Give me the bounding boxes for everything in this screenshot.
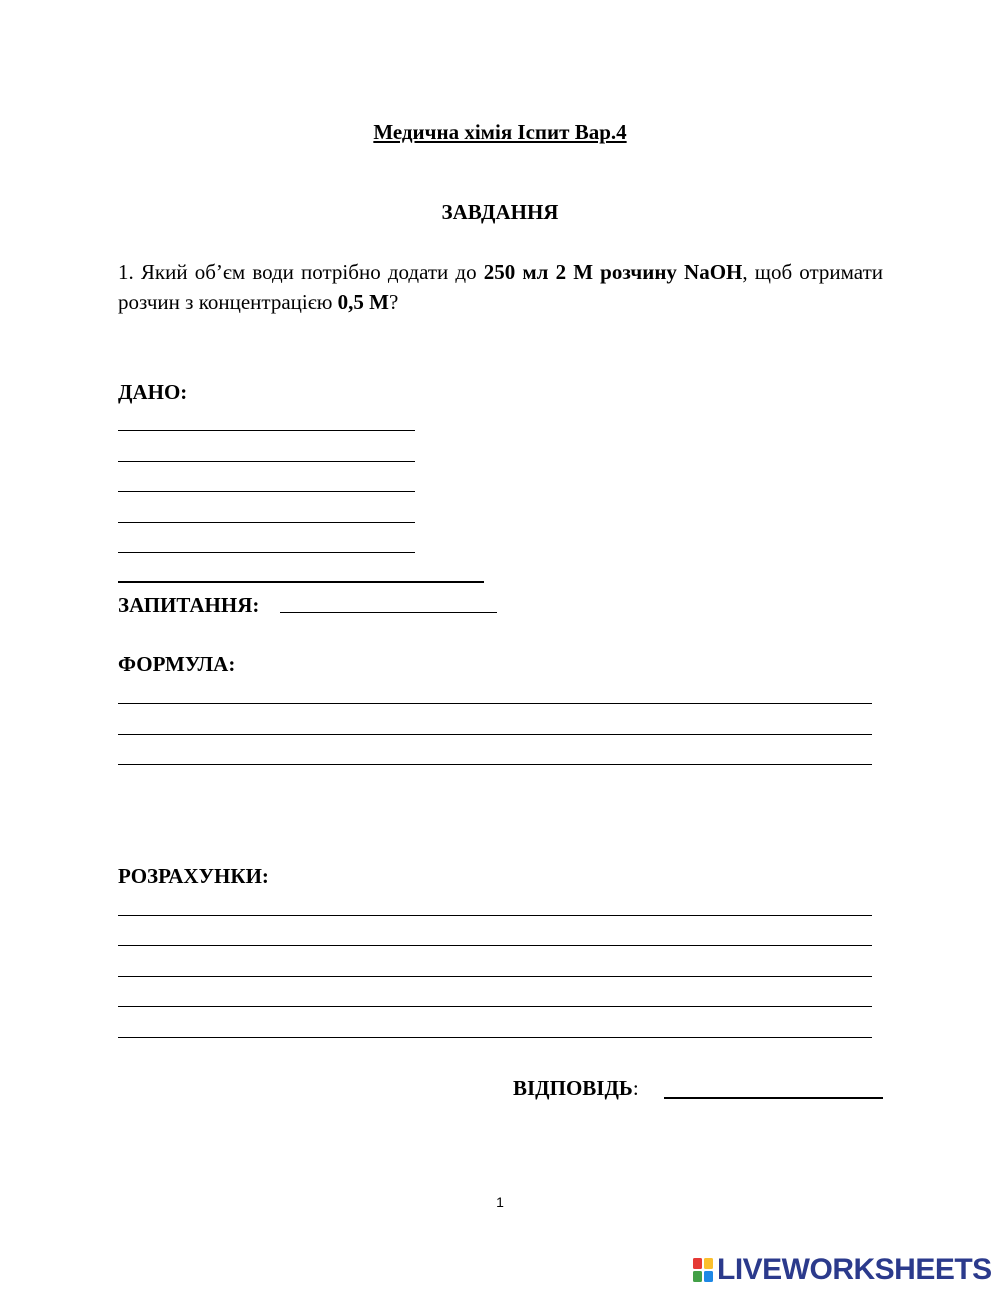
liveworksheets-logo-icon [692,1257,714,1283]
answer-label-wrap [513,1074,639,1102]
task-heading: ЗАВДАННЯ [441,200,559,224]
calculations-answer-line[interactable] [118,915,872,916]
question-label: ЗАПИТАННЯ: [118,593,260,617]
task-text-bold: 0,5 М [337,290,389,314]
calculations-answer-line[interactable] [118,976,872,977]
liveworksheets-logo-text: LIVEWORKSHEETS [717,1253,992,1286]
calculations-answer-line[interactable] [118,1006,872,1007]
liveworksheets-logo[interactable] [692,1253,992,1287]
formula-answer-line[interactable] [118,764,872,765]
question-answer-line[interactable] [280,612,497,613]
given-answer-line[interactable] [118,581,484,583]
given-answer-line[interactable] [118,430,415,431]
calculations-answer-line[interactable] [118,945,872,946]
calculations-answer-line[interactable] [118,1037,872,1038]
task-text-bold: 250 мл 2 М розчину NaOH [483,260,743,284]
formula-label: ФОРМУЛА: [118,652,236,676]
task-text-part: 1. Який об’єм води потрібно додати до [118,260,484,284]
given-answer-line[interactable] [118,552,415,553]
given-answer-line[interactable] [118,491,415,492]
answer-label: ВІДПОВІДЬ [513,1076,633,1100]
page-number: 1 [496,1194,504,1210]
task-text-part: , щоб отримати розчин з концентрацією [118,260,883,314]
answer-colon: : [632,1076,639,1100]
given-answer-line[interactable] [118,522,415,523]
formula-answer-line[interactable] [118,734,872,735]
task-text-part: ? [389,290,399,314]
task-text [118,257,883,317]
formula-answer-line[interactable] [118,703,872,704]
given-answer-line[interactable] [118,461,415,462]
final-answer-line[interactable] [664,1097,883,1099]
document-title: Медична хімія Іспит Вар.4 [373,120,627,144]
given-label: ДАНО: [118,380,188,404]
calculations-label: РОЗРАХУНКИ: [118,864,269,888]
